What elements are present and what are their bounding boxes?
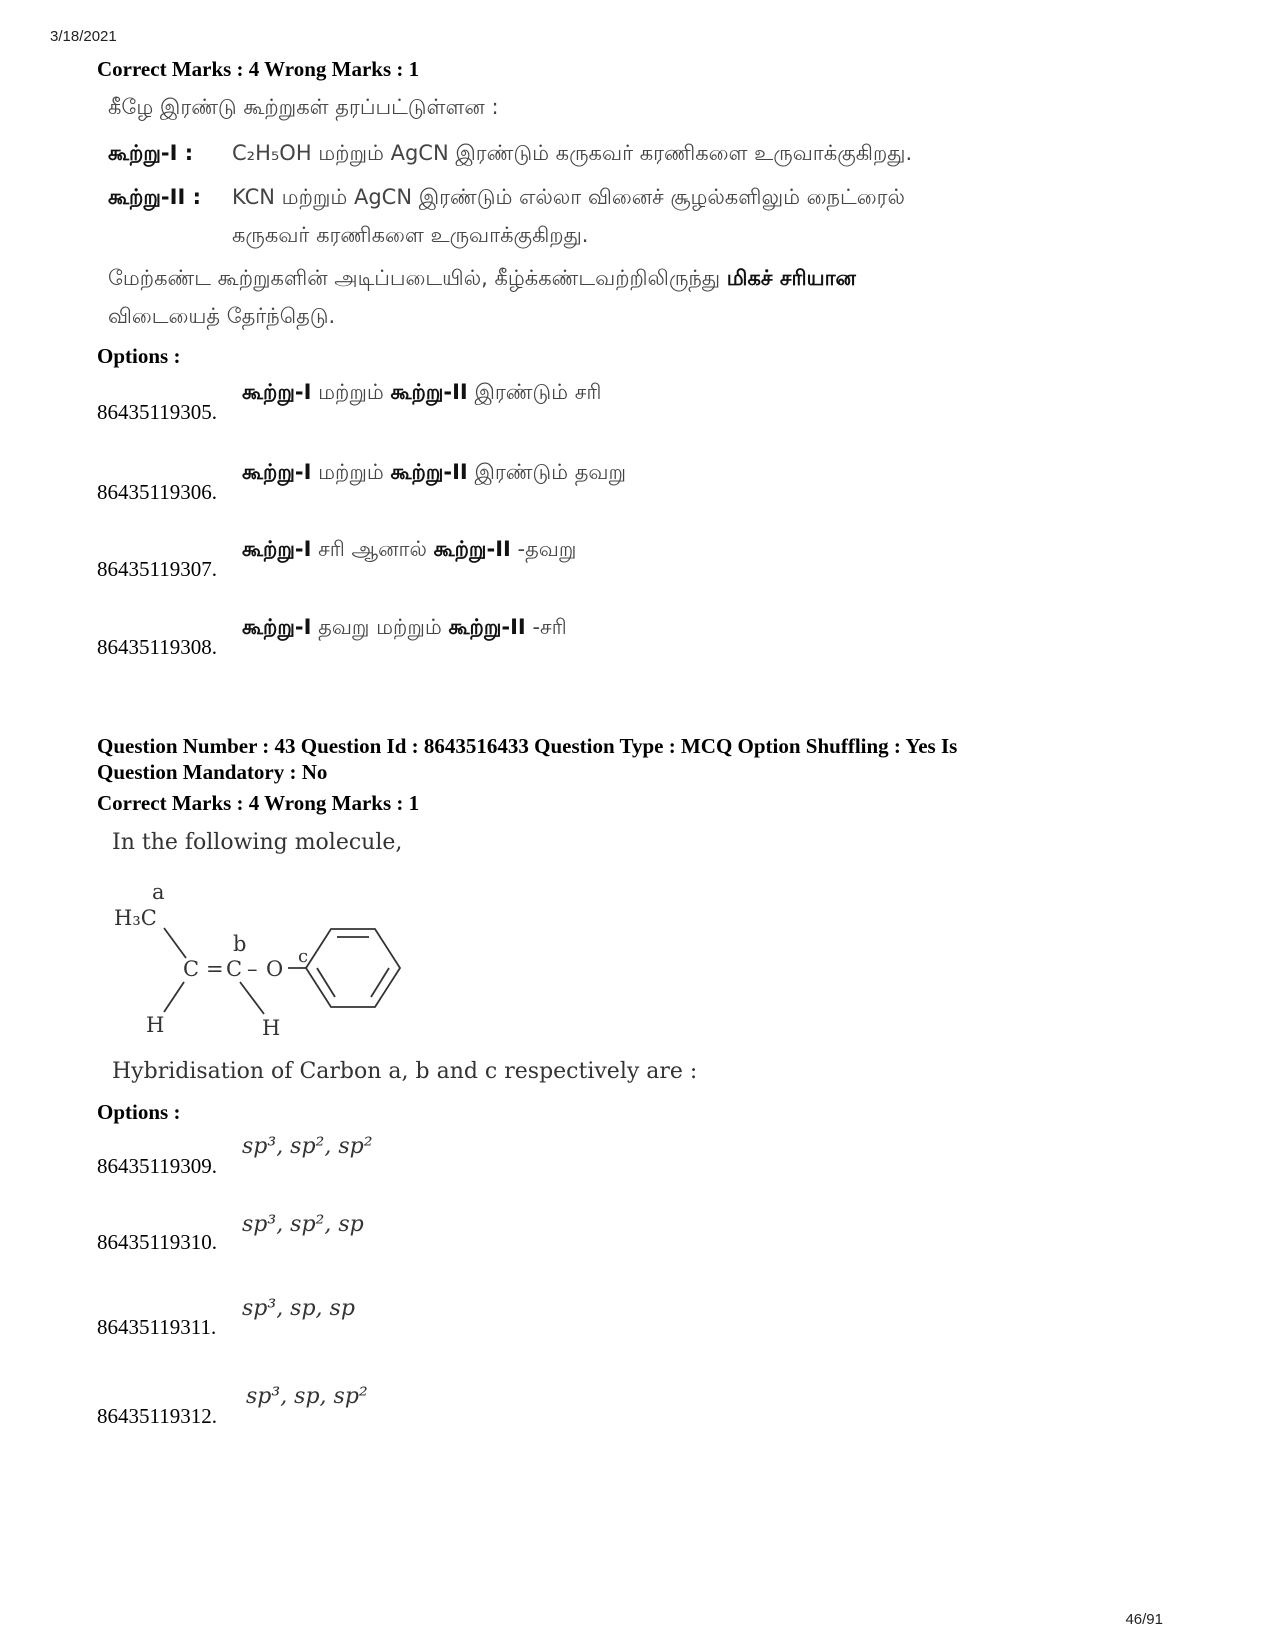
single-bond: – xyxy=(247,957,258,981)
statement-2-line-1: KCN மற்றும் AgCN இரண்டும் எல்லா வினைச் சூழல்களிலும் நைட்ரைல் xyxy=(232,185,905,209)
option-connector: மற்றும் xyxy=(318,460,384,484)
statement-ref: கூற்று-I xyxy=(242,537,312,561)
option-id: 86435119311. xyxy=(97,1315,217,1339)
option-id: 86435119306. xyxy=(97,480,217,504)
instruction-line-2: விடையைத் தேர்ந்தெடு. xyxy=(108,304,336,328)
q43-marks: Correct Marks : 4 Wrong Marks : 1 xyxy=(97,791,420,815)
benzene-double-bond xyxy=(317,968,335,997)
double-bond: = xyxy=(206,957,224,981)
q43-header-line-2: Question Mandatory : No xyxy=(97,760,328,784)
bond-a-c xyxy=(164,928,186,958)
option-id: 86435119308. xyxy=(97,635,217,659)
bond-c-h xyxy=(164,982,184,1012)
option-connector: தவறு மற்றும் xyxy=(318,615,442,639)
q42-statement-2 xyxy=(108,178,1128,254)
benzene-ring xyxy=(306,929,400,1007)
option-id: 86435119309. xyxy=(97,1154,217,1178)
option-text xyxy=(242,460,626,487)
statement-1-text: C₂H₅OH மற்றும் AgCN இரண்டும் கருகவர் கரணிகளை உருவாக்குகிறது. xyxy=(232,141,913,165)
option-id: 86435119312. xyxy=(97,1404,217,1428)
option-text: sp³, sp², sp xyxy=(242,1212,364,1237)
option-connector: சரி ஆனால் xyxy=(318,537,427,561)
statement-ref: கூற்று-I xyxy=(242,460,312,484)
hydrogen-left: H xyxy=(146,1013,165,1037)
page-number: 46/91 xyxy=(1125,1611,1163,1628)
instruction-line-1 xyxy=(108,259,1128,297)
option-text xyxy=(242,615,567,642)
statement-ref: கூற்று-II xyxy=(448,615,526,639)
oxygen: O xyxy=(266,957,284,981)
option-connector: மற்றும் xyxy=(318,380,384,404)
label-b: b xyxy=(233,932,247,956)
q43-question: Hybridisation of Carbon a, b and c respectively are : xyxy=(112,1059,698,1084)
bond-cb-h xyxy=(240,982,264,1014)
option-text: sp³, sp², sp² xyxy=(242,1134,373,1159)
instruction-emphasis: மிகச் சரியான xyxy=(726,266,856,290)
option-verdict: -தவறு xyxy=(517,537,577,561)
option-text: sp³, sp, sp² xyxy=(246,1384,368,1409)
label-c: c xyxy=(298,946,309,967)
print-date: 3/18/2021 xyxy=(50,28,117,45)
label-a: a xyxy=(152,880,165,904)
carbon-b: C xyxy=(226,957,243,981)
q43-intro: In the following molecule, xyxy=(112,830,403,855)
methyl-group: H₃C xyxy=(114,906,157,930)
option-id: 86435119305. xyxy=(97,400,217,424)
statement-1-label: கூற்று-I : xyxy=(108,141,194,165)
benzene-double-bond xyxy=(371,968,389,997)
q43-options-label: Options : xyxy=(97,1100,181,1124)
statement-ref: கூற்று-I xyxy=(242,380,312,404)
option-id: 86435119310. xyxy=(97,1230,217,1254)
q42-instruction xyxy=(108,259,1128,335)
q42-statement-1 xyxy=(108,134,1128,172)
option-text xyxy=(242,380,602,407)
option-text xyxy=(242,537,576,564)
instruction-text: மேற்கண்ட கூற்றுகளின் அடிப்படையில், கீழ்க்கண்டவற்றிலிருந்து xyxy=(108,266,721,290)
option-verdict: -சரி xyxy=(532,615,567,639)
option-verdict: இரண்டும் தவறு xyxy=(474,460,627,484)
statement-2-text xyxy=(232,178,905,254)
statement-ref: கூற்று-II xyxy=(390,380,468,404)
q43-header xyxy=(97,733,1197,785)
q42-intro: கீழே இரண்டு கூற்றுகள் தரப்பட்டுள்ளன : xyxy=(108,95,499,119)
option-id: 86435119307. xyxy=(97,557,217,581)
statement-2-line-2: கருகவர் கரணிகளை உருவாக்குகிறது. xyxy=(232,223,589,247)
molecule-structure xyxy=(100,872,420,1052)
option-verdict: இரண்டும் சரி xyxy=(474,380,602,404)
statement-2-label: கூற்று-II : xyxy=(108,185,201,209)
statement-ref: கூற்று-II xyxy=(390,460,468,484)
q42-options-label: Options : xyxy=(97,344,181,368)
option-text: sp³, sp, sp xyxy=(242,1296,355,1321)
hydrogen-right: H xyxy=(262,1016,281,1040)
statement-ref: கூற்று-II xyxy=(433,537,511,561)
carbon-left: C xyxy=(183,957,200,981)
statement-ref: கூற்று-I xyxy=(242,615,312,639)
q42-marks: Correct Marks : 4 Wrong Marks : 1 xyxy=(97,57,420,81)
q43-header-line-1: Question Number : 43 Question Id : 8643516433 Question Type : MCQ Option Shuffling : Yes Is xyxy=(97,734,958,758)
